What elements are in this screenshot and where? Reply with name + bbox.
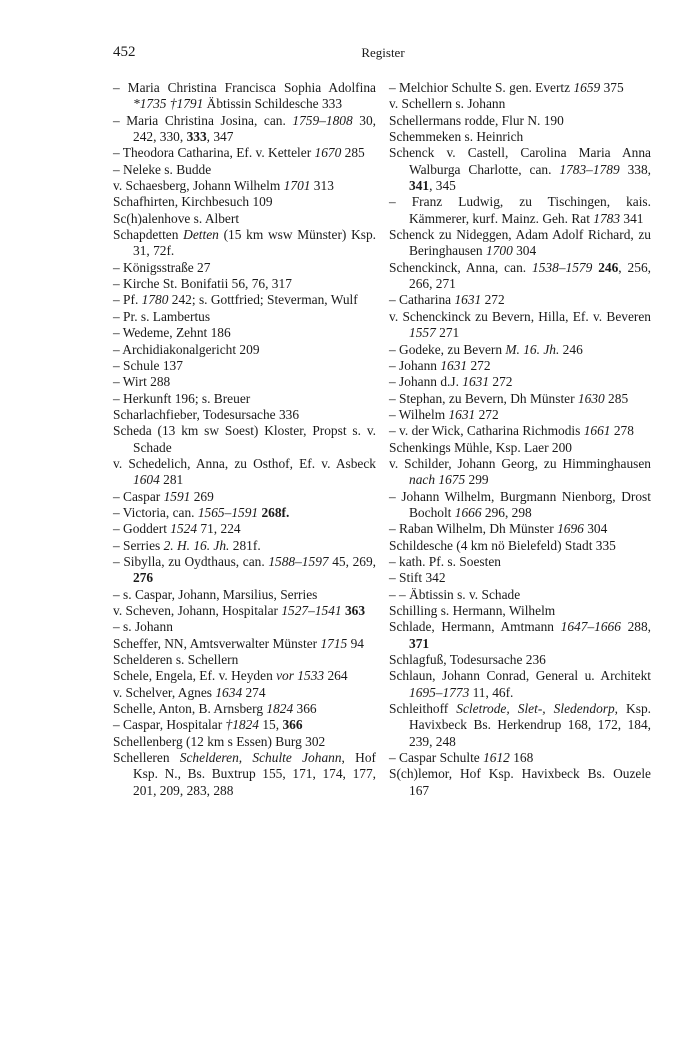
index-entry: – kath. Pf. s. Soesten bbox=[389, 553, 501, 569]
index-entry: v. Schedelich, Anna, zu Osthof, Ef. v. Asbeck 1604 281 bbox=[113, 455, 376, 488]
index-entry: – Pr. s. Lambertus bbox=[113, 308, 211, 324]
index-entry: Schleithoff Scletrode, Slet-, Sledendorp, Ksp. Havixbeck Bs. Herkendrup 168, 172, 184, 239, 248 bbox=[389, 701, 651, 749]
index-entry: Schelderen s. Schellern bbox=[113, 652, 239, 668]
index-entry: Schele, Engela, Ef. v. Heyden vor 1533 264 bbox=[113, 668, 348, 684]
index-entry: – Caspar Schulte 1612 168 bbox=[389, 750, 534, 766]
index-entry: – Stift 342 bbox=[389, 570, 446, 586]
index-entry: Schenck v. Castell, Carolina Maria Anna Walburga Charlotte, can. 1783–1789 338, 341, 345 bbox=[389, 145, 651, 194]
index-entry: Schafhirten, Kirchbesuch 109 bbox=[113, 194, 273, 210]
index-entry: – Wedeme, Zehnt 186 bbox=[113, 325, 231, 341]
index-entry: v. Schaesberg, Johann Wilhelm 1701 313 bbox=[113, 178, 334, 194]
index-entry: – Wilhelm 1631 272 bbox=[389, 406, 499, 422]
index-entry: – Kirche St. Bonifatii 56, 76, 317 bbox=[113, 276, 292, 292]
index-entry: Schemmeken s. Heinrich bbox=[389, 129, 524, 145]
page-header bbox=[113, 44, 653, 66]
index-entry: – Raban Wilhelm, Dh Münster 1696 304 bbox=[389, 521, 608, 537]
index-entry: – Maria Christina Francisca Sophia Adolfina *1735 †1791 Äbtissin Schildesche 333 bbox=[113, 80, 376, 112]
index-entry: – Maria Christina Josina, can. 1759–1808 30, 242, 330, 333, 347 bbox=[113, 112, 376, 145]
index-entry: – Johann d.J. 1631 272 bbox=[389, 374, 513, 390]
index-entry: Schenck zu Nideggen, Adam Adolf Richard, zu Beringhausen 1700 304 bbox=[389, 227, 651, 259]
running-title: Register bbox=[361, 45, 405, 60]
index-entry: – Schule 137 bbox=[113, 357, 183, 373]
index-entry: – Caspar, Hospitalar †1824 15, 366 bbox=[113, 717, 303, 733]
index-entry: Schildesche (4 km nö Bielefeld) Stadt 335 bbox=[389, 537, 616, 553]
index-entry: – Caspar 1591 269 bbox=[113, 488, 214, 504]
index-entry: Schelle, Anton, B. Arnsberg 1824 366 bbox=[113, 701, 317, 717]
index-entry: v. Schelver, Agnes 1634 274 bbox=[113, 684, 266, 700]
index-entry: Schellenberg (12 km s Essen) Burg 302 bbox=[113, 733, 326, 749]
index-entry: – Archidiakonalgericht 209 bbox=[113, 341, 260, 357]
index-entry: – Wirt 288 bbox=[113, 374, 171, 390]
index-entry: Schlagfuß, Todesursache 236 bbox=[389, 652, 546, 668]
index-entry: – Catharina 1631 272 bbox=[389, 292, 505, 308]
index-entry: Schelleren Schelderen, Schulte Johann, Hof Ksp. N., Bs. Buxtrup 155, 171, 174, 177, 201, 209, 283, 288 bbox=[113, 750, 376, 798]
index-entry: v. Schellern s. Johann bbox=[389, 96, 506, 112]
index-entry: Schlaun, Johann Conrad, General u. Architekt 1695–1773 11, 46f. bbox=[389, 668, 651, 700]
index-entry: Scheffer, NN, Amtsverwalter Münster 1715 94 bbox=[113, 635, 364, 651]
index-column-right bbox=[389, 80, 651, 799]
index-entry: Scharlachfieber, Todesursache 336 bbox=[113, 406, 300, 422]
index-entry: – Johann 1631 272 bbox=[389, 357, 491, 373]
index-entry: Schapdetten Detten (15 km wsw Münster) Ksp. 31, 72f. bbox=[113, 227, 377, 259]
index-column-left bbox=[113, 80, 376, 799]
index-entry: v. Schenckinck zu Bevern, Hilla, Ef. v. Beveren 1557 271 bbox=[389, 308, 651, 341]
index-entry: – Herkunft 196; s. Breuer bbox=[113, 390, 251, 406]
index-entry: – – Äbtissin s. v. Schade bbox=[389, 586, 521, 602]
index-entry: – Serries 2. H. 16. Jh. 281f. bbox=[113, 537, 261, 553]
index-entry: – Sibylla, zu Oydthaus, can. 1588–1597 45, 269, 276 bbox=[113, 553, 377, 586]
index-entry: Scheda (13 km sw Soest) Kloster, Propst s. v. Schade bbox=[113, 423, 376, 455]
index-entry: – Melchior Schulte S. gen. Evertz 1659 375 bbox=[389, 80, 624, 95]
index-entry: – s. Johann bbox=[113, 619, 173, 635]
index-entry: – v. der Wick, Catharina Richmodis 1661 278 bbox=[389, 423, 634, 439]
index-entry: S(ch)lemor, Hof Ksp. Havixbeck Bs. Ouzele 167 bbox=[389, 766, 651, 798]
index-entry: – Johann Wilhelm, Burgmann Nienborg, Drost Bocholt 1666 296, 298 bbox=[389, 488, 651, 520]
index-entry: – Königsstraße 27 bbox=[113, 259, 211, 275]
index-entry: Schellermans rodde, Flur N. 190 bbox=[389, 112, 564, 128]
page-number: 452 bbox=[113, 44, 136, 60]
index-entry: Schlade, Hermann, Amtmann 1647–1666 288, 371 bbox=[389, 619, 651, 651]
index-entry: Schenkings Mühle, Ksp. Laer 200 bbox=[389, 439, 572, 455]
index-entry: – s. Caspar, Johann, Marsilius, Serries bbox=[113, 586, 318, 602]
index-entry: Sc(h)alenhove s. Albert bbox=[113, 210, 240, 226]
index-entry: v. Scheven, Johann, Hospitalar 1527–1541 363 bbox=[113, 603, 366, 618]
index-entry: – Victoria, can. 1565–1591 268f. bbox=[113, 504, 290, 520]
index-entry: – Franz Ludwig, zu Tischingen, kais. Kämmerer, kurf. Mainz. Geh. Rat 1783 341 bbox=[389, 194, 651, 226]
index-entry: – Godeke, zu Bevern M. 16. Jh. 246 bbox=[389, 341, 583, 357]
index-entry: – Goddert 1524 71, 224 bbox=[113, 521, 241, 537]
index-entry: – Neleke s. Budde bbox=[113, 161, 212, 177]
index-entry: Schilling s. Hermann, Wilhelm bbox=[389, 603, 556, 618]
index-entry: v. Schilder, Johann Georg, zu Himminghausen nach 1675 299 bbox=[389, 455, 651, 488]
index-entry: – Stephan, zu Bevern, Dh Münster 1630 285 bbox=[389, 390, 629, 406]
index-entry: Schenckinck, Anna, can. 1538–1579 246, 256, 266, 271 bbox=[389, 259, 651, 292]
index-entry: – Pf. 1780 242; s. Gottfried; Steverman, Wulf bbox=[113, 292, 358, 308]
index-entry: – Theodora Catharina, Ef. v. Ketteler 1670 285 bbox=[113, 145, 365, 161]
